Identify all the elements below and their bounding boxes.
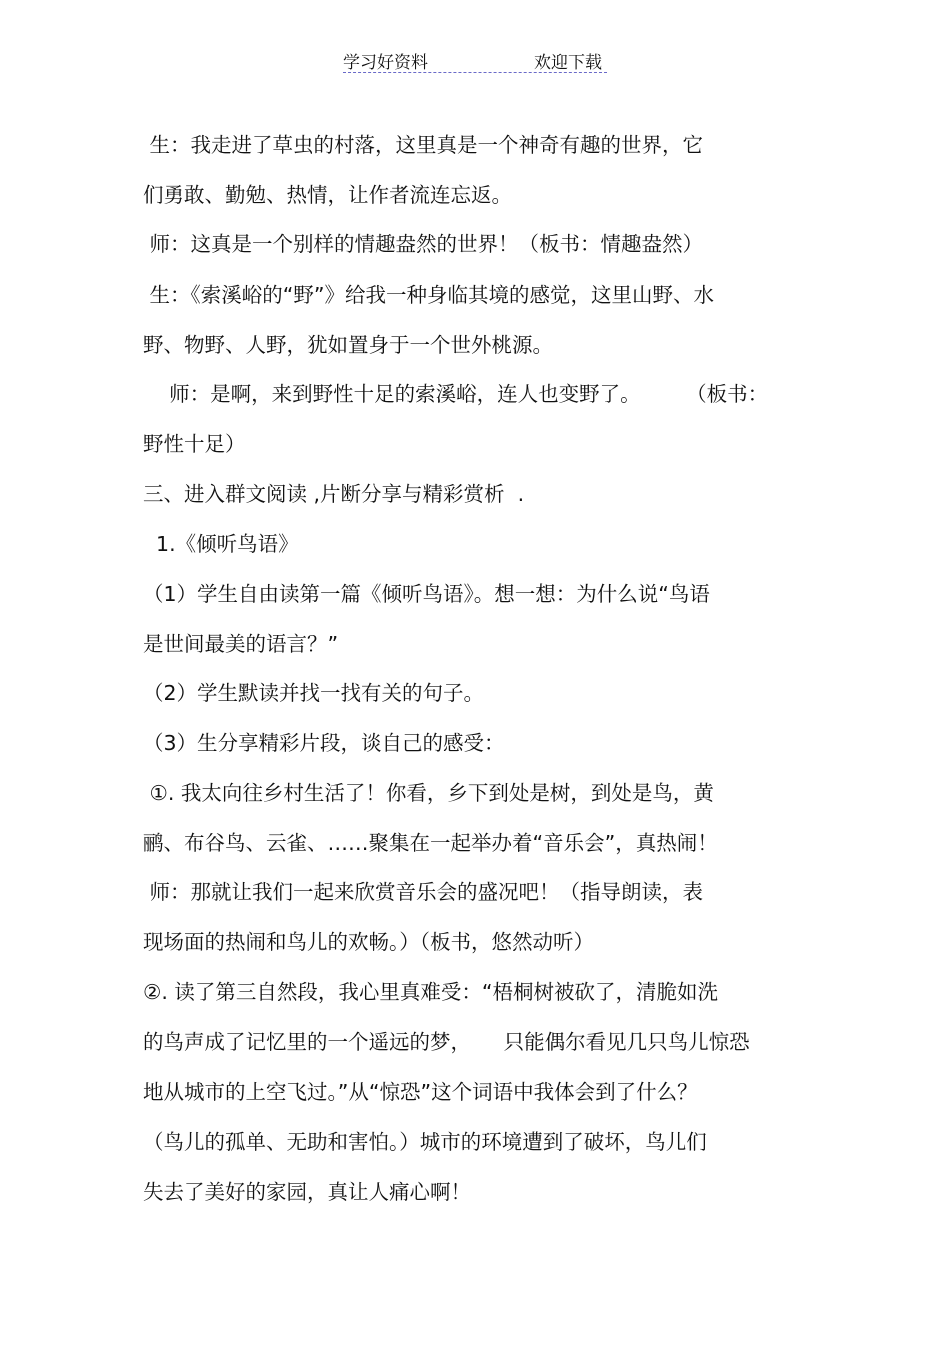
text-line: 师：那就让我们一起来欣赏音乐会的盛况吧！（指导朗读，表 [143, 880, 704, 904]
header-left-text: 学习好资料 [343, 53, 428, 73]
text-line: 地从城市的上空飞过。”从“惊恐”这个词语中我体会到了什么？ [143, 1080, 698, 1104]
text-line: 们勇敢、勤勉、热情，让作者流连忘返。 [143, 183, 512, 207]
text-line: 生：我走进了草虫的村落，这里真是一个神奇有趣的世界，它 [143, 133, 704, 157]
text-line: 野性十足） [143, 432, 246, 456]
page-header [343, 48, 607, 73]
text-line: 1.《倾听鸟语》 [143, 532, 299, 556]
text-line: 现场面的热闹和鸟儿的欢畅。）（板书，悠然动听） [143, 930, 594, 954]
text-line: 野、物野、人野，犹如置身于一个世外桃源。 [143, 333, 553, 357]
text-line: 三、进入群文阅读 ,片断分享与精彩赏析 . [143, 482, 525, 506]
text-line: 失去了美好的家园，真让人痛心啊！ [143, 1180, 471, 1204]
text-line: 的鸟声成了记忆里的一个遥远的梦， 只能偶尔看见几只鸟儿惊恐 [143, 1030, 750, 1054]
header-right-text: 欢迎下载 [534, 53, 602, 73]
text-line: 师：是啊，来到野性十足的索溪峪，连人也变野了。 （板书： [143, 382, 769, 406]
text-line: ①. 我太向往乡村生活了！你看，乡下到处是树，到处是鸟，黄 [143, 781, 714, 805]
text-line: 师：这真是一个别样的情趣盎然的世界！（板书：情趣盎然） [143, 232, 704, 256]
text-line: （1）学生自由读第一篇《倾听鸟语》。想一想：为什么说“鸟语 [143, 582, 710, 606]
text-line: 生：《索溪峪的“野”》给我一种身临其境的感觉，这里山野、水 [143, 283, 715, 307]
text-line: 鹂、布谷鸟、云雀、……聚集在一起举办着“音乐会”，真热闹！ [143, 831, 718, 855]
text-line: （3）生分享精彩片段，谈自己的感受： [143, 731, 505, 755]
text-line: 是世间最美的语言？” [143, 632, 339, 656]
text-line: （鸟儿的孤单、无助和害怕。）城市的环境遭到了破坏，鸟儿们 [143, 1130, 707, 1154]
text-line: （2）学生默读并找一找有关的句子。 [143, 681, 485, 705]
text-line: ②. 读了第三自然段，我心里真难受：“梧桐树被砍了，清脆如洗 [143, 980, 719, 1004]
